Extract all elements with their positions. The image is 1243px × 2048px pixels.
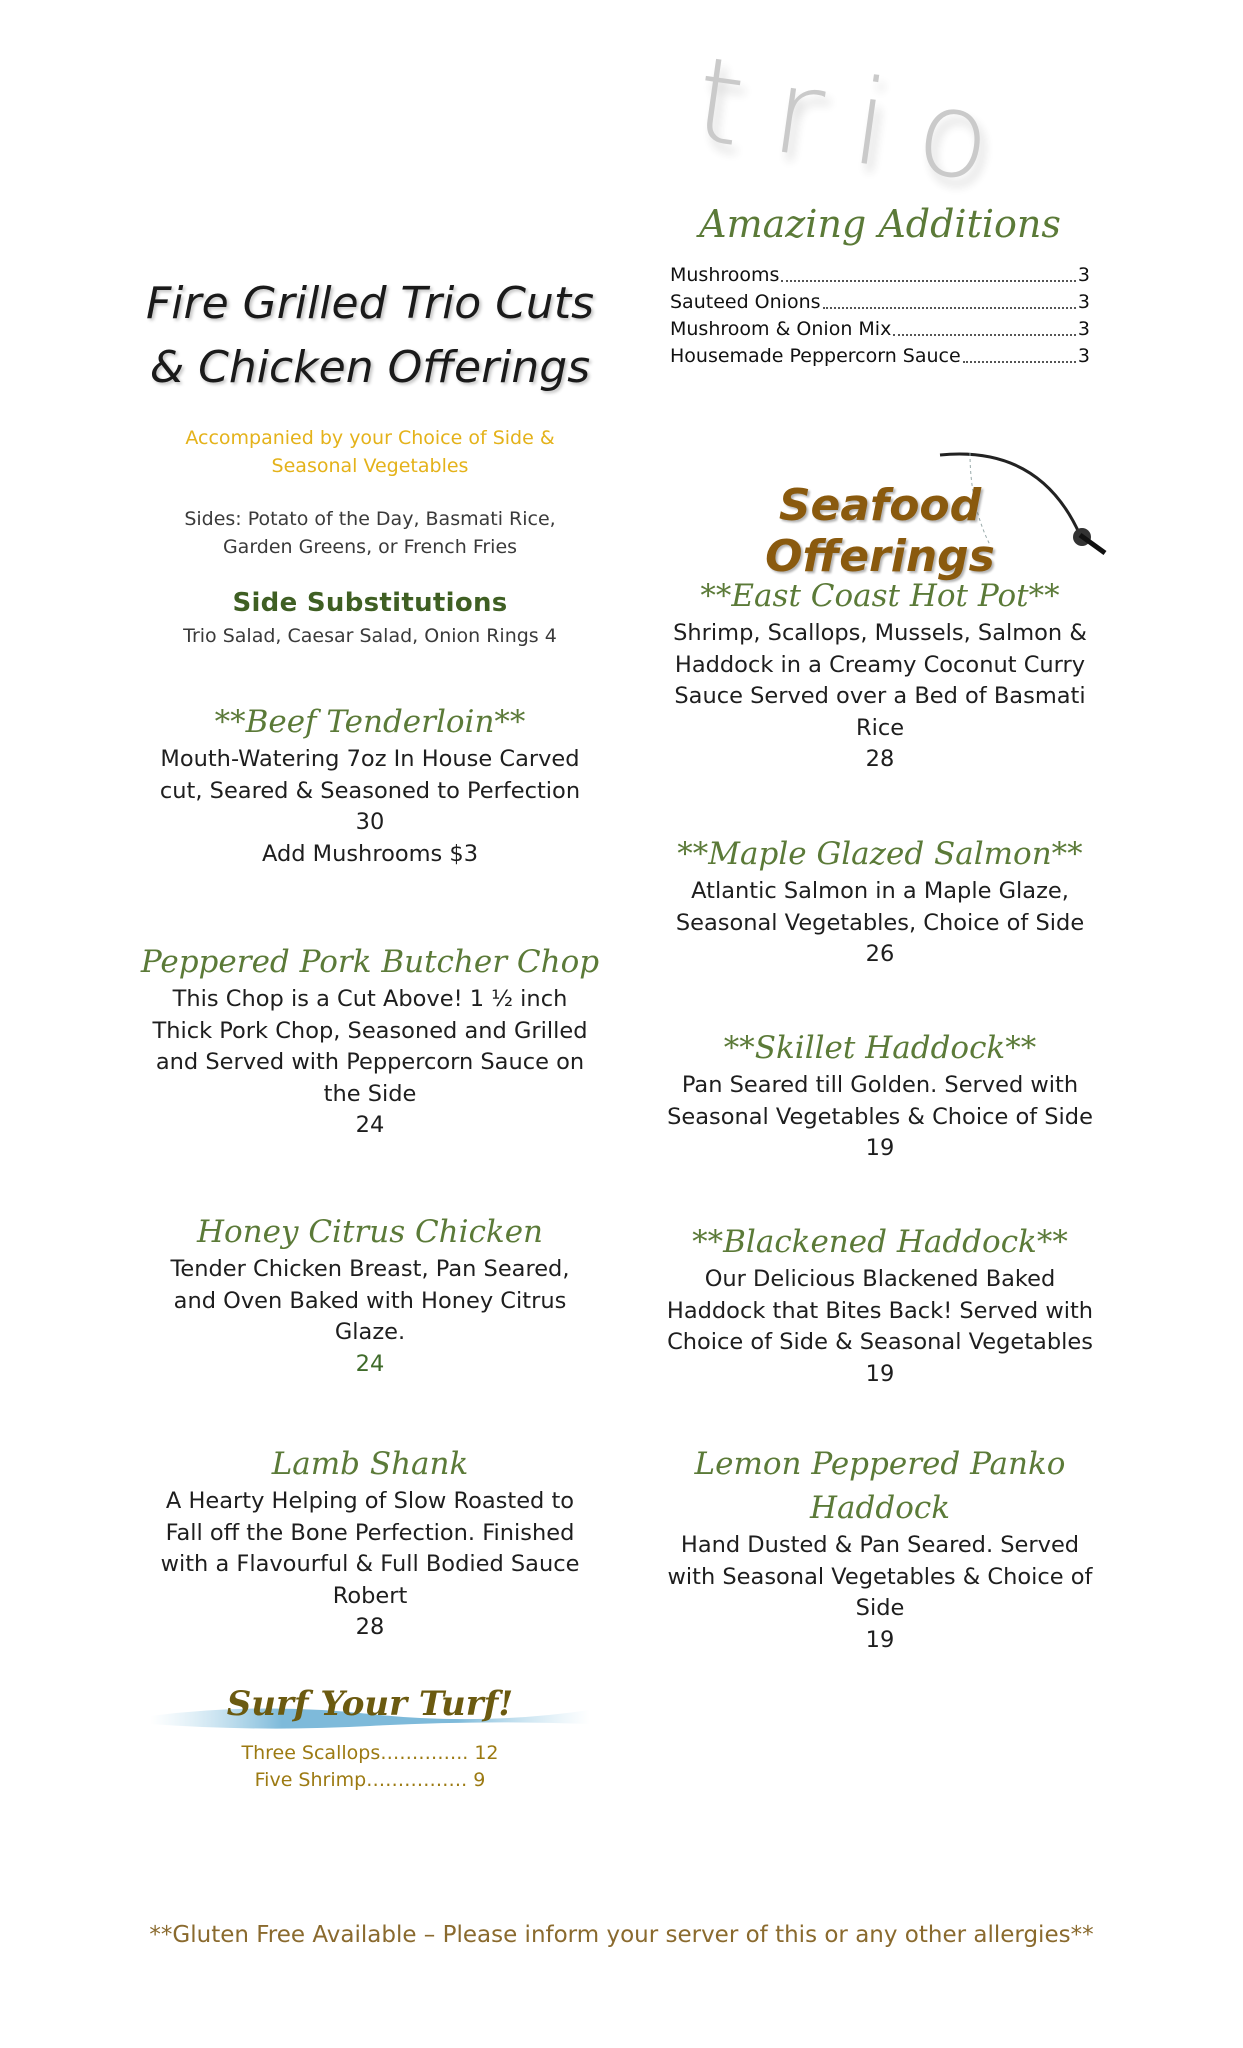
sides-line-1: Sides: Potato of the Day, Basmati Rice, [184, 508, 556, 530]
surf-title: Surf Your Turf! [226, 1684, 514, 1724]
desc-line: A Hearty Helping of Slow Roasted to [165, 1488, 575, 1514]
sides-line-2: Garden Greens, or French Fries [222, 536, 518, 558]
page-title [135, 272, 605, 400]
surf-item: Five Shrimp……………. 9 [254, 1769, 486, 1791]
dish-extra: Add Mushrooms $3 [261, 840, 479, 867]
dish-description [660, 618, 1100, 744]
dish-title: **East Coast Hot Pot** [700, 578, 1060, 614]
dish-maple-glazed-salmon [660, 832, 1100, 971]
dish-price: 19 [865, 1135, 895, 1161]
desc-line: Mouth-Watering 7oz In House Carved [160, 746, 580, 772]
desc-line: Glaze. [334, 1319, 406, 1345]
dish-description [660, 876, 1100, 939]
dish-title: **Beef Tenderloin** [214, 704, 526, 740]
dish-east-coast-hot-pot [660, 574, 1100, 776]
dish-skillet-haddock [660, 1026, 1100, 1165]
addition-name: Housemade Peppercorn Sauce [670, 345, 961, 367]
desc-line: Haddock in a Creamy Coconut Curry [674, 651, 1086, 678]
surf-your-turf-banner [150, 1680, 590, 1740]
dish-title: Peppered Pork Butcher Chop [140, 944, 600, 980]
dot-leader [823, 289, 1076, 309]
desc-line: Seasonal Vegetables, Choice of Side [675, 909, 1085, 936]
addition-price: 3 [1077, 291, 1090, 313]
desc-line: Our Delicious Blackened Baked [704, 1266, 1056, 1292]
surf-items [135, 1740, 605, 1794]
dot-leader [781, 262, 1075, 282]
desc-line: Hand Dusted & Pan Seared. Served [680, 1532, 1080, 1558]
dish-price: 26 [865, 941, 895, 967]
desc-line: with Seasonal Vegetables & Choice of [667, 1563, 1093, 1590]
dish-price: 19 [865, 1360, 895, 1387]
desc-line: the Side [323, 1080, 417, 1107]
addition-row [670, 289, 1090, 316]
desc-line: Side [855, 1595, 905, 1621]
dish-title: Lemon Peppered Panko [694, 1446, 1066, 1482]
dish-title-line-2: Haddock [809, 1490, 950, 1526]
dot-leader [893, 316, 1076, 336]
dish-beef-tenderloin [135, 700, 605, 870]
accompaniment-line-2: Seasonal Vegetables [271, 455, 469, 477]
dish-blackened-haddock [660, 1220, 1100, 1390]
dot-leader [963, 343, 1076, 363]
desc-line: Sauce Served over a Bed of Basmati [674, 683, 1086, 709]
desc-line: Atlantic Salmon in a Maple Glaze, [691, 878, 1069, 904]
substitutions-text: Trio Salad, Caesar Salad, Onion Rings 4 [183, 625, 557, 647]
sides-note [135, 505, 605, 561]
addition-row [670, 316, 1090, 343]
dish-description [135, 984, 605, 1110]
dish-description [135, 744, 605, 807]
addition-price: 3 [1077, 264, 1090, 286]
dish-pork-chop [135, 940, 605, 1142]
dish-price: 28 [865, 746, 895, 772]
dish-lemon-panko-haddock [660, 1442, 1100, 1656]
dish-honey-citrus-chicken [135, 1210, 605, 1380]
dish-description [135, 1486, 605, 1612]
desc-line: This Chop is a Cut Above! 1 ½ inch [172, 986, 568, 1012]
dish-title: Lamb Shank [271, 1446, 469, 1482]
desc-line: Choice of Side & Seasonal Vegetables [667, 1329, 1093, 1355]
dish-description [660, 1070, 1100, 1133]
accompaniment-line-1: Accompanied by your Choice of Side & [185, 427, 555, 449]
addition-price: 3 [1077, 318, 1090, 340]
title-line-1: Fire Grilled Trio Cuts [146, 278, 594, 329]
allergy-footer: **Gluten Free Available – Please inform your server of this or any other allergies** [149, 1922, 1094, 1948]
dish-lamb-shank [135, 1442, 605, 1644]
desc-line: with a Flavourful & Full Bodied Sauce [160, 1551, 580, 1577]
desc-line: Haddock that Bites Back! Served with [666, 1297, 1094, 1324]
dish-description [135, 1254, 605, 1349]
addition-price: 3 [1077, 345, 1090, 367]
desc-line: cut, Seared & Seasoned to Perfection [159, 777, 581, 804]
dish-price: 24 [355, 1350, 385, 1377]
desc-line: and Served with Peppercorn Sauce on [155, 1049, 585, 1075]
logo-text: trio [687, 30, 1031, 213]
dish-title: **Blackened Haddock** [692, 1224, 1068, 1260]
desc-line: Pan Seared till Golden. Served with [681, 1072, 1079, 1098]
desc-line: Fall off the Bone Perfection. Finished [165, 1519, 575, 1546]
addition-row [670, 343, 1090, 370]
seafood-heading: Seafood Offerings [765, 480, 995, 582]
dish-description [660, 1264, 1100, 1359]
desc-line: Thick Pork Chop, Seasoned and Grilled [152, 1017, 588, 1044]
addition-row [670, 262, 1090, 289]
surf-item: Three Scallops………….. 12 [241, 1742, 499, 1764]
substitutions-heading: Side Substitutions [232, 588, 508, 618]
dish-title: **Skillet Haddock** [723, 1030, 1037, 1066]
desc-line: Shrimp, Scallops, Mussels, Salmon & [673, 620, 1087, 646]
dish-price: 30 [355, 809, 385, 835]
desc-line: Tender Chicken Breast, Pan Seared, [170, 1256, 570, 1282]
dish-description [660, 1530, 1100, 1625]
dish-price: 28 [355, 1614, 385, 1640]
accompaniment-note [135, 424, 605, 480]
desc-line: Rice [855, 714, 905, 741]
dish-title: **Maple Glazed Salmon** [677, 836, 1083, 872]
addition-name: Sauteed Onions [670, 291, 821, 313]
addition-name: Mushroom & Onion Mix [670, 318, 892, 340]
title-line-2: & Chicken Offerings [149, 342, 591, 393]
desc-line: Robert [332, 1582, 408, 1609]
dish-price: 19 [865, 1626, 895, 1653]
desc-line: Seasonal Vegetables & Choice of Side [667, 1103, 1093, 1130]
desc-line: and Oven Baked with Honey Citrus [173, 1287, 567, 1314]
additions-list [670, 262, 1090, 370]
additions-heading: Amazing Additions [699, 202, 1061, 246]
dish-title: Honey Citrus Chicken [196, 1214, 544, 1250]
dish-price: 24 [355, 1112, 385, 1138]
addition-name: Mushrooms [670, 264, 780, 286]
